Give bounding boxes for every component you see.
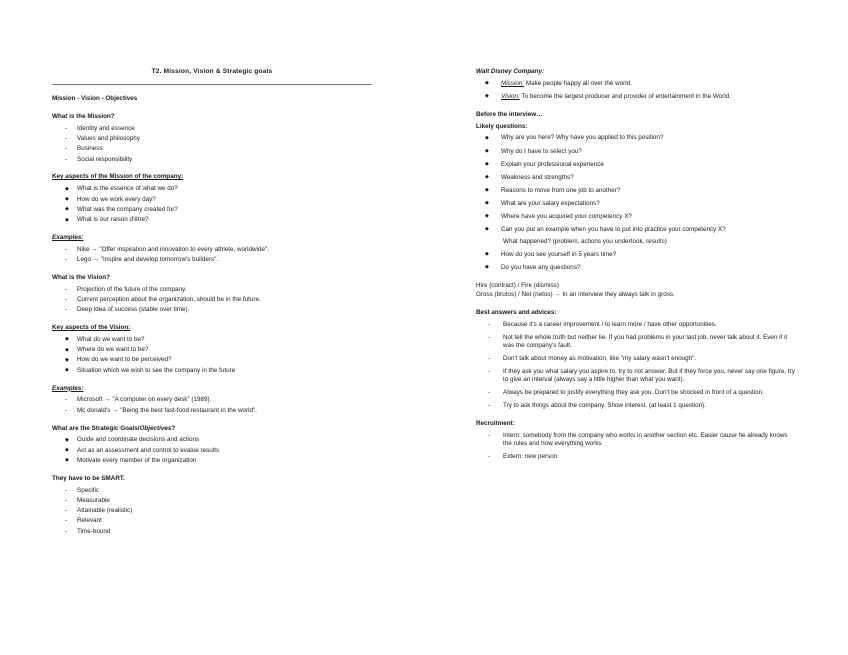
hire-fire-line: Hire (contract) / Fire (dismiss) xyxy=(476,281,559,289)
list-item: ◆ Where have you acquired your competency X? xyxy=(485,212,632,220)
best-answers-heading: Best answers and advices: xyxy=(476,309,557,317)
list-item: ◆ How do we want to be perceived? xyxy=(65,356,172,364)
list-item: - Extern: new person. xyxy=(488,452,560,460)
list-item: - Don't talk about money as motivation, like "my salary wasn't enough". xyxy=(488,355,697,363)
vision-aspects-heading: Key aspects of the Vision: xyxy=(52,324,131,332)
list-item: ◆ Do you have any questions? xyxy=(485,263,581,271)
list-item: - Values and philosophy xyxy=(65,135,140,143)
list-item: ◆ What is the essence of what we do? xyxy=(65,185,178,193)
mission-list xyxy=(52,125,372,164)
smart-list xyxy=(52,487,372,536)
list-item: ◆ Reasons to move from one job to another? xyxy=(485,186,621,194)
list-item: ◆ What is our raison d'être? xyxy=(65,216,149,224)
list-item: - Not tell the whole truth but neither lie. If you had problems in your last job, never talk about it. Even if it was the company's fault. xyxy=(488,334,788,350)
list-item: ◆ How do we work every day? xyxy=(65,195,156,203)
mission-aspects-list xyxy=(52,185,372,224)
list-item: - Specific xyxy=(65,486,100,494)
list-item: ◆ How do you see yourself in 5 years time? xyxy=(485,250,617,258)
mvo-heading: Mission - Vision - Objectives xyxy=(52,95,138,103)
vision-examples-list xyxy=(52,396,372,414)
recruitment-heading: Recruitment: xyxy=(476,420,515,428)
title-divider xyxy=(52,84,372,85)
left-column xyxy=(52,68,372,545)
list-item: ◆ What are your salary expectations? xyxy=(485,199,600,207)
list-item: - Always be prepared to justify everything they ask you. Don't be shocked in front of a question. xyxy=(488,389,764,397)
advices-list xyxy=(476,321,796,410)
list-item: ◆ Vision: To become the largest producer and provider of entertainment in the World. xyxy=(485,92,731,100)
list-item: ◆ Explain your professional experience xyxy=(485,160,604,168)
mission-aspects-heading: Key aspects of the Mission of the company: xyxy=(52,173,184,181)
list-item: - Projection of the future of the company. xyxy=(65,285,187,293)
list-item: - Lego → "Inspire and develop tomorrow's builders". xyxy=(65,256,219,264)
before-interview-heading: Before the interview… xyxy=(476,110,543,118)
list-item: - Time-bound xyxy=(65,527,111,535)
list-item: ◆ Situation which we wish to see the company in the future xyxy=(65,366,236,374)
list-item: ◆ Where do we want to be? xyxy=(65,346,149,354)
gross-net-line: Gross (brutos) / Net (netos) → In an interview they always talk in gross. xyxy=(476,291,675,299)
list-item: - Attainable (realistic) xyxy=(65,507,133,515)
list-item: - Microsoft → "A computer on every desk" (1989). xyxy=(65,396,212,404)
list-item: ◆ Motivate every member of the organization xyxy=(65,456,197,464)
list-item: - Measurable xyxy=(65,496,110,504)
examples-heading-vision: Examples: xyxy=(52,384,84,392)
likely-questions-heading: Likely questions: xyxy=(476,122,528,130)
list-item: - Intern: somebody from the company who works in another section etc. Easier cause he already knows the rules and how everything works xyxy=(488,431,788,447)
examples-heading-mission: Examples: xyxy=(52,233,84,241)
list-item: - Relevant xyxy=(65,517,102,525)
list-item: - Current perception about the organization, should be in the future. xyxy=(65,296,261,303)
what-happened-note: What happened? (problem, actions you undertook, results) xyxy=(503,237,667,245)
list-item: - If they ask you what salary you aspire to, try to not answer. But if they force you, never say one figure, try to give an interval (always say a little higher than what you want). xyxy=(488,368,795,384)
goals-heading: What are the Strategic Goals/Objectives? xyxy=(52,424,176,432)
list-item: ◆ Can you put an example when you have to put into practice your competency X? xyxy=(485,225,726,233)
disney-heading: Walt Disney Company: xyxy=(476,68,545,75)
list-item: - Identity and essence xyxy=(65,124,135,132)
list-item: ◆ Weakness and strengths? xyxy=(485,173,574,181)
mission-examples-list xyxy=(52,246,372,264)
disney-list xyxy=(476,80,796,101)
recruitment-list xyxy=(476,432,796,461)
goals-list xyxy=(52,436,372,464)
list-item: - Business xyxy=(65,145,103,153)
questions-list xyxy=(476,134,796,233)
list-item: ◆ Guide and coordinate decisions and actions xyxy=(65,436,200,444)
right-column xyxy=(476,68,796,471)
list-item: - Try to ask things about the company. Show interest. (at least 1 question). xyxy=(488,402,707,410)
list-item: ◆ Why do I have to select you? xyxy=(485,147,582,155)
list-item: - Because it's a career improvement / to learn more / have other opportunities. xyxy=(488,321,717,329)
list-item: ◆ Why are you here? Why have you applied to this position? xyxy=(485,134,664,142)
list-item: ◆ What was the company created for? xyxy=(65,205,178,213)
smart-heading: They have to be SMART. xyxy=(52,474,125,482)
vision-list xyxy=(52,286,372,314)
list-item: ◆ Act as an assessment and control to evalue results xyxy=(65,446,220,454)
list-item: ◆ Mission: Make people happy all over the world. xyxy=(485,79,632,87)
questions-list-cont xyxy=(476,251,796,272)
mission-question: What is the Mission? xyxy=(52,112,115,120)
vision-question: What is the Vision? xyxy=(52,273,110,281)
vision-aspects-list xyxy=(52,336,372,375)
list-item: - Nike → "Offer inspiration and innovation to every athlete, worldwide". xyxy=(65,245,269,253)
page-title: T2. Mission, Vision & Strategic goals xyxy=(151,68,273,75)
list-item: - Social responsibility xyxy=(65,155,133,163)
list-item: - Deep idea of success (stable over time). xyxy=(65,306,190,314)
list-item: - Mc donald's → "Being the best fast-food restaurant in the world". xyxy=(65,406,257,414)
list-item: ◆ What do we want to be? xyxy=(65,335,145,343)
